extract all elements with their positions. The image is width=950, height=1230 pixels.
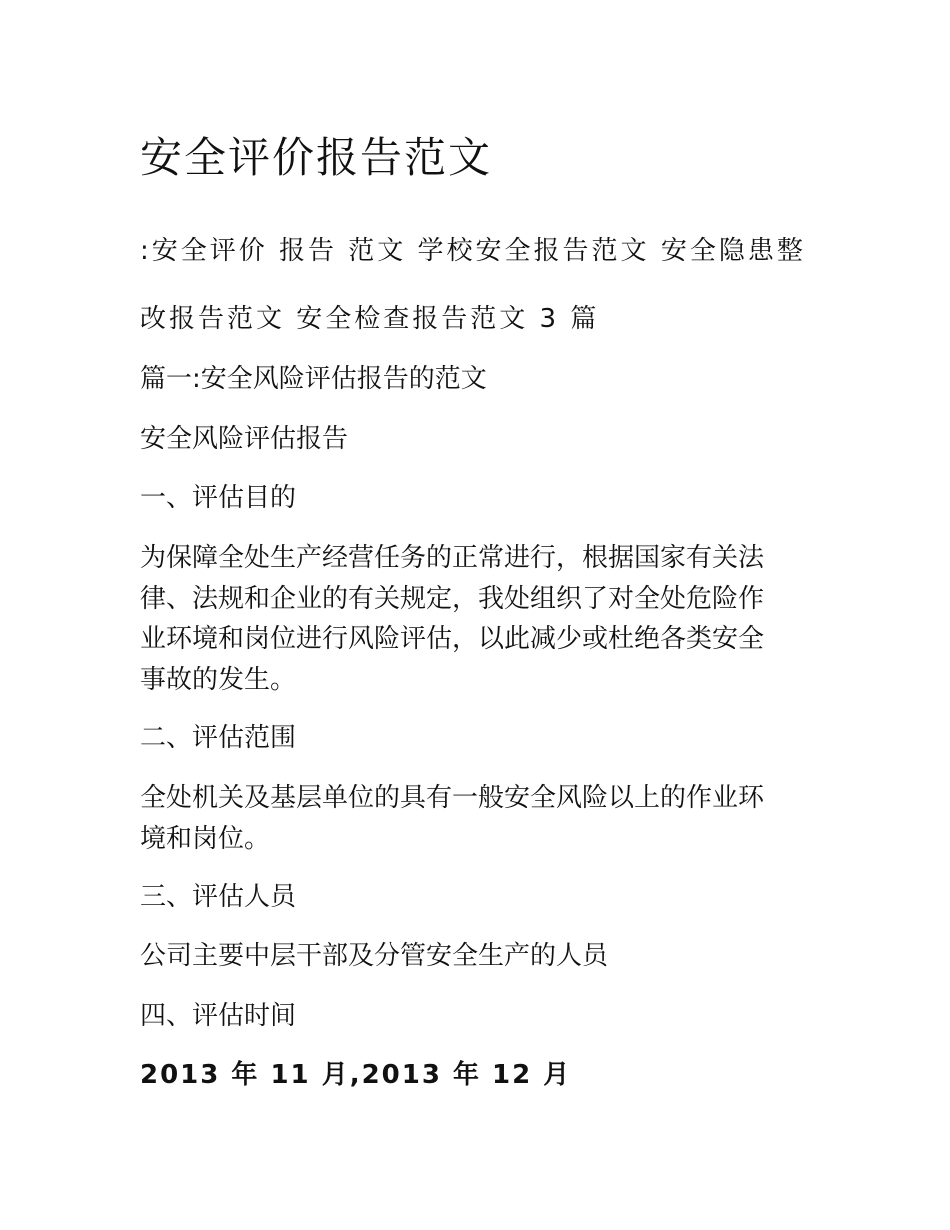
- paragraph-line: 全处机关及基层单位的具有一般安全风险以上的作业环: [140, 783, 765, 813]
- section-heading-purpose: 一、评估目的: [140, 483, 297, 513]
- section-heading-personnel: 三、评估人员: [140, 882, 297, 912]
- report-title: 安全风险评估报告: [140, 424, 349, 454]
- section-heading-scope: 二、评估范围: [140, 723, 297, 753]
- article-heading: 篇一:安全风险评估报告的范文: [140, 364, 487, 394]
- paragraph-line: 业环境和岗位进行风险评估，以此减少或杜绝各类安全: [140, 624, 765, 654]
- paragraph-line: 境和岗位。: [140, 823, 271, 854]
- section-heading-time: 四、评估时间: [140, 1001, 297, 1031]
- section-body-personnel: 公司主要中层干部及分管安全生产的人员: [140, 941, 609, 971]
- subtitle-line-2: 改报告范文 安全检查报告范文 3 篇: [140, 304, 600, 334]
- paragraph-line: 为保障全处生产经营任务的正常进行，根据国家有关法: [140, 543, 765, 573]
- paragraph-line: 律、法规和企业的有关规定，我处组织了对全处危险作: [140, 583, 765, 614]
- subtitle-line-1: :安全评价 报告 范文 学校安全报告范文 安全隐患整: [140, 236, 806, 266]
- document-title: 安全评价报告范文: [140, 133, 493, 182]
- paragraph-line: 事故的发生。: [140, 664, 297, 695]
- section-body-purpose: [140, 538, 800, 700]
- section-body-time: 2013 年 11 月,2013 年 12 月: [140, 1060, 572, 1090]
- section-body-scope: [140, 778, 800, 859]
